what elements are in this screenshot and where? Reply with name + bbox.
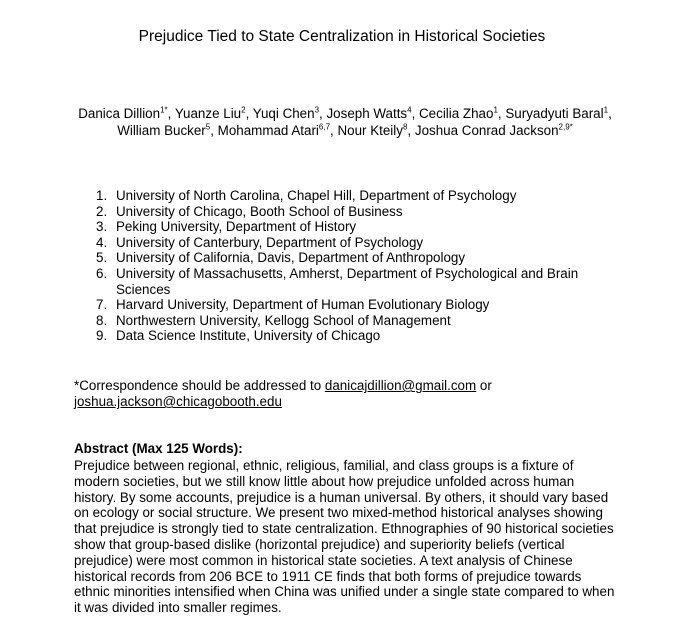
email-link-jackson[interactable]: joshua.jackson@chicagobooth.edu <box>74 394 282 409</box>
author: Mohammad Atari$^{6,7}$, <box>217 122 338 138</box>
affiliation-item: 2. University of Chicago, Booth School of Business <box>96 203 403 219</box>
author: Joshua Conrad Jackson$^{2,9*}$ <box>414 122 573 138</box>
author: Yuqi Chen$^3$, <box>252 105 327 121</box>
affiliation-list <box>96 188 616 344</box>
affiliation-item: 6. University of Massachusetts, Amherst, Department of Psychological and Brain Sciences <box>96 265 579 297</box>
author-list <box>60 105 630 139</box>
affiliation-item: 7. Harvard University, Department of Human Evolutionary Biology <box>96 297 490 313</box>
affiliation-item: 1. University of North Carolina, Chapel Hill, Department of Psychology <box>96 188 517 203</box>
author: William Bucker$^5$, <box>117 122 218 138</box>
affiliation-item: 3. Peking University, Department of History <box>96 219 357 235</box>
abstract-heading: Abstract (Max 125 Words): <box>74 441 243 456</box>
affiliation-item: 4. University of Canterbury, Department of Psychology <box>96 234 424 250</box>
paper-title: Prejudice Tied to State Centralization in Historical Societies <box>138 28 546 45</box>
affiliation-item: 8. Northwestern University, Kellogg School of Management <box>96 312 451 328</box>
abstract-body: Prejudice between regional, ethnic, religious, familial, and class groups is a fixture of modern societies, but we still know little about how prejudice unfolded across human history. By some accounts, prejudice is a human universal. By others, it should vary based on ecology or social structure. We present two mixed-method historical analyses showing that prejudice is strongly tied to state centralization. Ethnographies of 90 historical societies show that group-based dislike (horizontal prejudice) and superiority beliefs (vertical prejudice) were most common in historical state societies. A text analysis of Chinese historical records from 206 BCE to 1911 CE finds that both forms of prejudice towards ethnic minorities intensified when China was unified under a single state compared to when it was divided into smaller regimes. <box>74 458 615 616</box>
email-link-dillion[interactable]: danicajdillion@gmail.com <box>324 378 477 393</box>
author: Joseph Watts$^4$, <box>326 105 420 121</box>
author: Suryadyuti Baral$^1$, <box>505 105 612 121</box>
author: Danica Dillion$^{1*}$, <box>78 105 175 121</box>
author: Yuanze Liu$^2$, <box>174 105 253 121</box>
correspondence-note: *Correspondence should be addressed to danicajdillion@gmail.com or joshua.jackson@chicagobooth.edu <box>74 378 492 409</box>
affiliation-item: 9. Data Science Institute, University of Chicago <box>96 328 381 344</box>
author: Cecilia Zhao$^1$, <box>419 105 506 121</box>
author: Nour Kteily$^8$, <box>337 122 415 138</box>
affiliation-item: 5. University of California, Davis, Department of Anthropology <box>96 250 466 266</box>
